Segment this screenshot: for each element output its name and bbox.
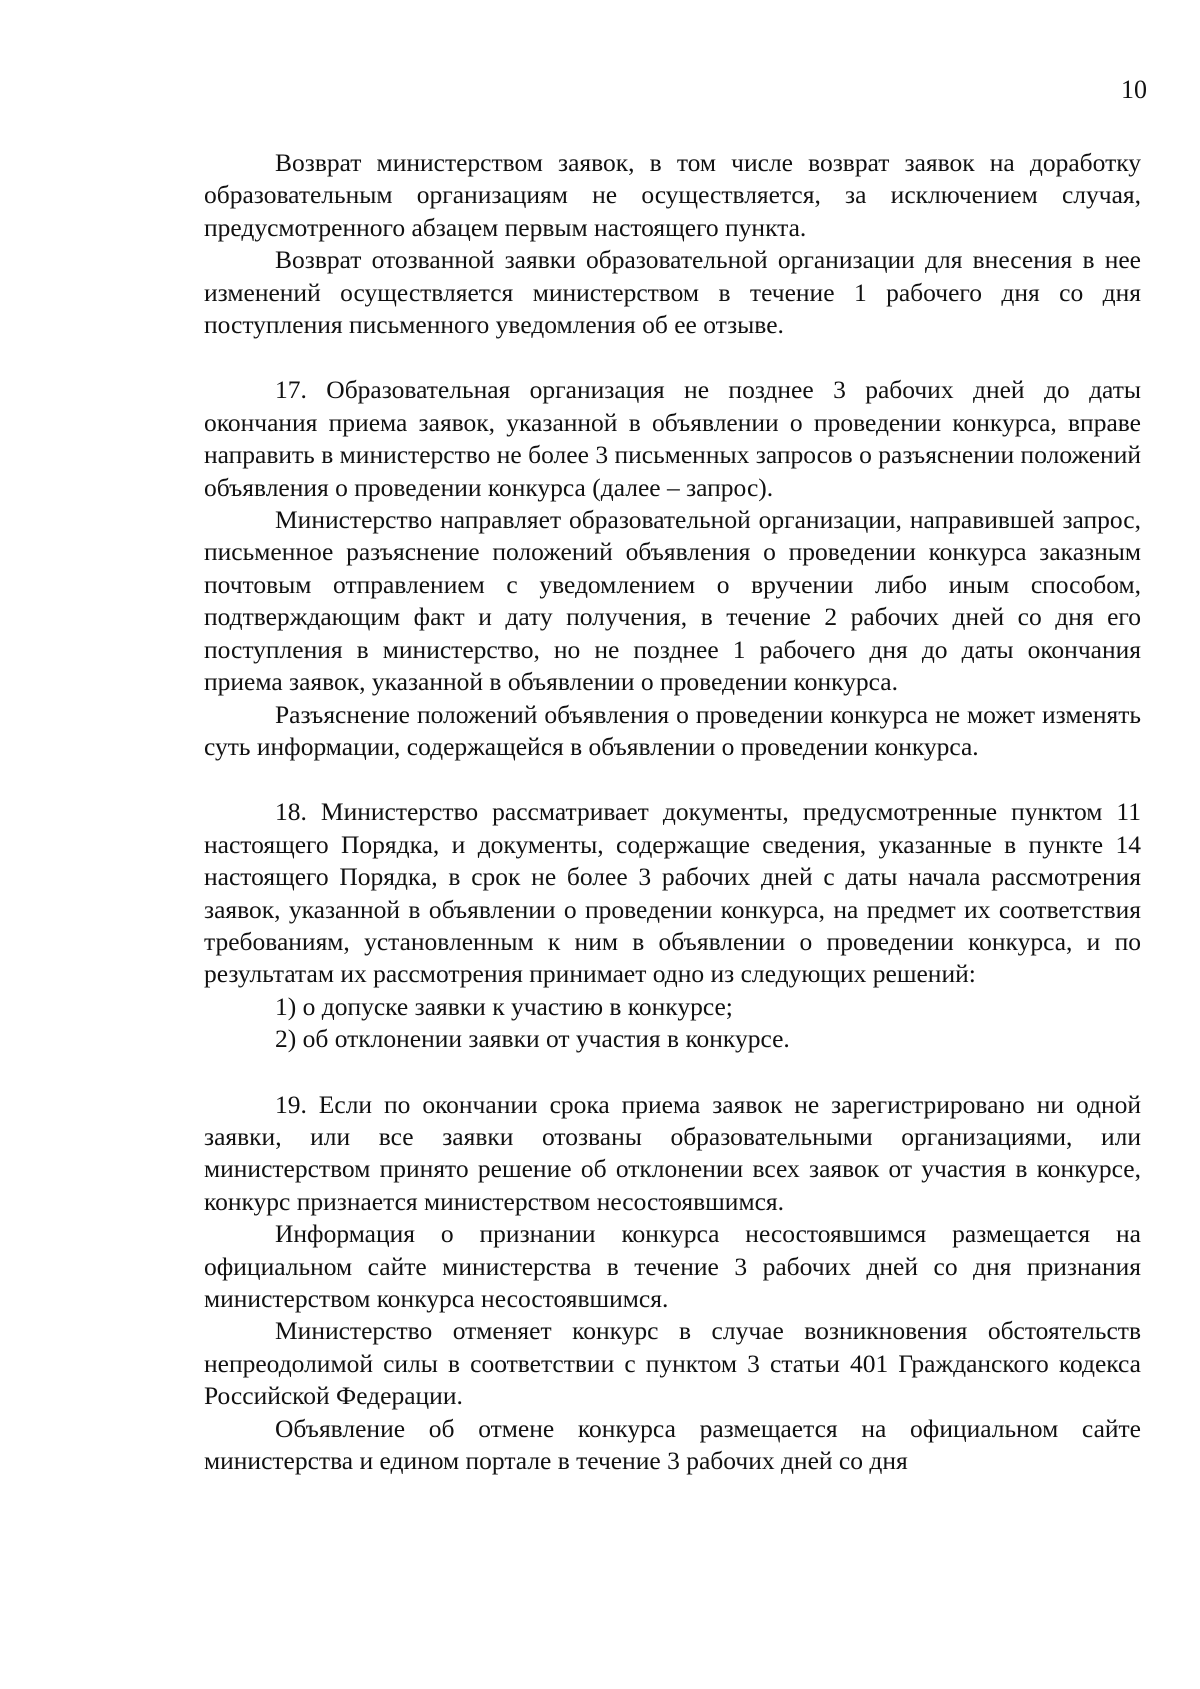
list-item: 2) об отклонении заявки от участия в конкурсе. xyxy=(275,1024,790,1054)
paragraph: Возврат министерством заявок, в том числе возврат заявок на доработку образовательным организациям не осуществляется, за исключением случая, предусмотренного абзацем первым настоящего пункта. xyxy=(204,148,1141,242)
paragraph: Объявление об отмене конкурса размещается на официальном сайте министерства и едином портале в течение 3 рабочих дней со дня xyxy=(204,1413,1141,1476)
paragraph: Министерство отменяет конкурс в случае возникновения обстоятельств непреодолимой силы в соответствии с пунктом 3 статьи 401 Гражданского кодекса Российской Федерации. xyxy=(204,1316,1141,1411)
paragraph: 18. Министерство рассматривает документы, предусмотренные пунктом 11 настоящего Порядка, и документы, содержащие сведения, указанные в пункте 14 настоящего Порядка, в срок не более 3 рабочих дней с даты начала рассмотрения заявок, указанной в объявлении о проведении конкурса, на предмет их соответствия требованиям, установленным к ним в объявлении о проведении конкурса, и по результатам их рассмотрения принимает одно из следующих решений: xyxy=(204,797,1141,989)
paragraph: Возврат отозванной заявки образовательной организации для внесения в нее изменений осуществляется министерством в течение 1 рабочего дня со дня поступления письменного уведомления об ее отзыве. xyxy=(204,245,1141,340)
paragraph: 17. Образовательная организация не позднее 3 рабочих дней до даты окончания приема заявок, указанной в объявлении о проведении конкурса, вправе направить в министерство не более 3 письменных запросов о разъяснении положений объявления о проведении конкурса (далее – запрос). xyxy=(204,375,1141,502)
list-item: 1) о допуске заявки к участию в конкурсе; xyxy=(275,991,733,1021)
paragraph: 19. Если по окончании срока приема заявок не зарегистрировано ни одной заявки, или все заявки отозваны образовательными организациями, или министерством принято решение об отклонении всех заявок от участия в конкурсе, конкурс признается министерством несостоявшимся. xyxy=(204,1089,1141,1216)
paragraph: Министерство направляет образовательной организации, направившей запрос, письменное разъяснение положений объявления о проведении конкурса заказным почтовым отправлением с уведомлением о вручении либо иным способом, подтверждающим факт и дату получения, в течение 2 рабочих дней со дня его поступления в министерство, но не позднее 1 рабочего дня до даты окончания приема заявок, указанной в объявлении о проведении конкурса. xyxy=(204,505,1141,697)
page-number: 10 xyxy=(1121,75,1147,104)
paragraph: Информация о признании конкурса несостоявшимся размещается на официальном сайте министерства в течение 3 рабочих дней со дня признания министерством конкурса несостоявшимся. xyxy=(204,1219,1141,1313)
document-body xyxy=(204,147,1141,1477)
paragraph: Разъяснение положений объявления о проведении конкурса не может изменять суть информации, содержащейся в объявлении о проведении конкурса. xyxy=(204,699,1141,761)
